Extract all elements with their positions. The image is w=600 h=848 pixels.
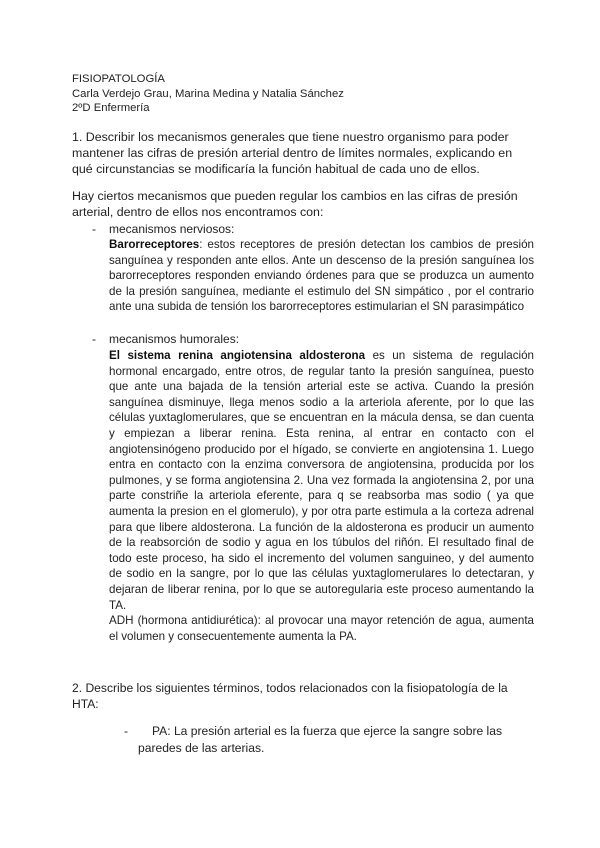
pa-line-2: paredes de las arterias.: [138, 740, 265, 755]
authors-line: Carla Verdejo Grau, Marina Medina y Natalia Sánchez: [72, 87, 344, 100]
adh-text: ADH (hormona antidiurética): al provocar una mayor retención de agua, aumenta el volumen y consecuentemente aumenta la PA.: [109, 614, 534, 643]
document-header: [72, 72, 532, 116]
bullet-dash: -: [92, 222, 96, 236]
intro-paragraph: Hay ciertos mecanismos que pueden regular los cambios en las cifras de presión arterial, dentro de ellos nos encontramos con:: [72, 189, 518, 219]
humoral-label: mecanismos humorales:: [109, 332, 240, 346]
question-2: 2. Describe los siguientes términos, todos relacionados con la fisiopatología de la HTA:: [72, 681, 508, 711]
pa-line-1: PA: La presión arterial es la fuerza que ejerce la sangre sobre las: [152, 724, 503, 738]
bullet-dash: -: [92, 332, 96, 346]
baroreceptors-paragraph: [109, 237, 534, 315]
raas-term: El sistema renina angiotensina aldosterona: [109, 349, 366, 362]
course-line: 2ºD Enfermería: [72, 102, 150, 115]
baroreceptors-term: Barorreceptores: [109, 238, 200, 251]
nervous-label: mecanismos nerviosos:: [109, 222, 235, 236]
bullet-dash: -: [124, 724, 129, 738]
question-1: 1. Describir los mecanismos generales que tiene nuestro organismo para poder mantener las cifras de presión arterial dentro de límites normales, explicando en qué circunstancias se modificaría la función habitual de cada uno de ellos.: [72, 130, 513, 176]
raas-text: es un sistema de regulación hormonal encargado, entre otros, de regular tanto la presión sanguínea, puesto que ante una bajada de la tensión arterial este se activa. Cuando la presión sanguínea disminuye, llega menos sodio a la arteriola aferente, por lo que las células yuxtaglomerulares, que se encuentran en la mácula densa, se dan cuenta y empiezan a liberar renina. Esta renina, al entrar en contacto con el angiotensinógeno producido por el hígado, se convierte en angiotensina 1. Luego entra en contacto con la enzima conversora de angiotensina, producida por los pulmones, y se forma angiotensina 2. Una vez formada la angiotensina 2, por una parte constriñe la arteriola eferente, para q se reabsorba mas sodio ( ya que aumenta la presion en el glomerulo), y por otra parte estimula a la corteza adrenal para que libere aldosterona. La función de la aldosterona es producir un aumento de la reabsorción de sodio y agua en los túbulos del riñón. El resultado final de todo este proceso, ha sido el incremento del volumen sanguineo, y del aumento de sodio en la sangre, por lo que las células yuxtaglomerulares lo detectaran, y dejaran de liberar renina, por lo que se autoregularia este proceso aumentando la TA.: [109, 349, 534, 612]
subject-title: FISIOPATOLOGÍA: [72, 73, 165, 85]
list-item-pa: [124, 723, 534, 756]
baroreceptors-text: : estos receptores de presión detectan los cambios de presión sanguínea y responden ante ellos. Ante un descenso de la presión sanguínea los barorreceptores responden enviando órdenes para que se produzca un aumento de la presión sanguínea, mediante el estimulo del SN simpático , por el contrario ante una subida de tensión los barorreceptores estimularian el SN parasimpático: [109, 238, 534, 314]
raas-paragraph: [109, 348, 534, 644]
